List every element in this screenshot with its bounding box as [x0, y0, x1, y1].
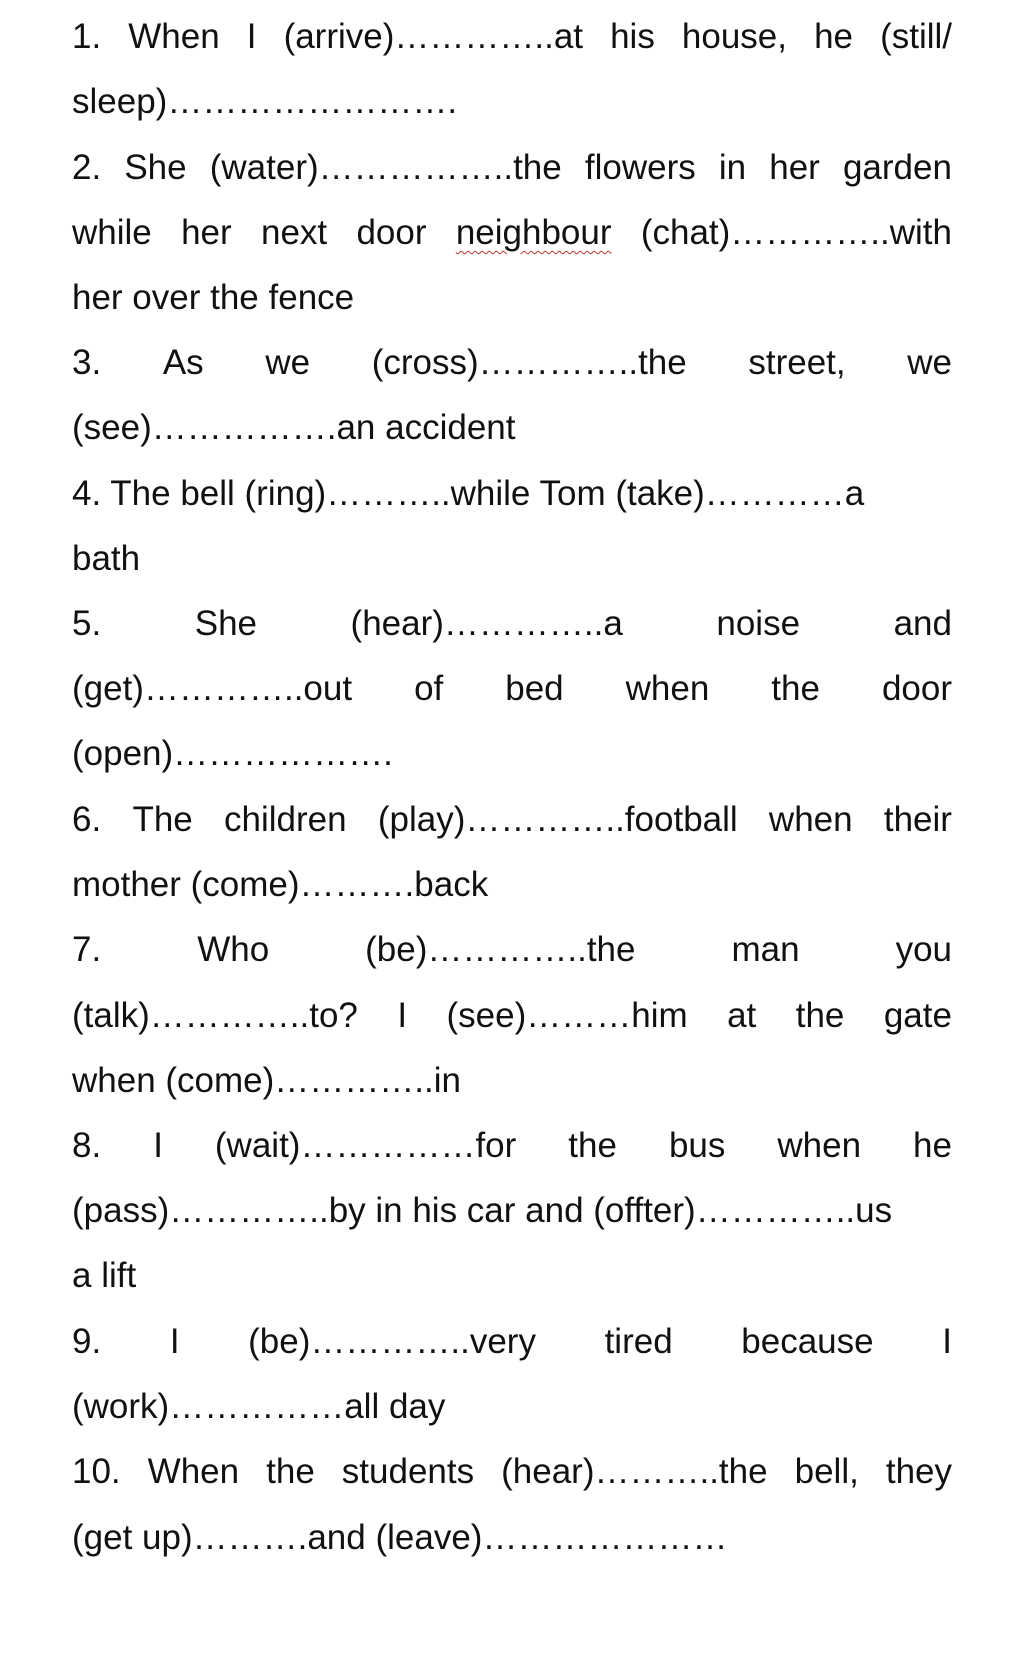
sentence-text: (talk)…………..to?	[72, 996, 358, 1035]
sentence-text: (be)…………..very	[248, 1322, 536, 1361]
sentence-text: (see)…………….an accident	[72, 408, 516, 447]
exercise-4-line-1	[72, 468, 952, 520]
sentence-text: She	[124, 148, 187, 187]
sentence-text: (see)………him	[446, 996, 688, 1035]
exercise-9-line-1	[72, 1316, 952, 1368]
sentence-text: (water)……………..the	[209, 148, 562, 187]
exercise-5-line-3	[72, 728, 952, 780]
exercise-7-line-3	[72, 1055, 952, 1107]
sentence-text: (play)…………..football	[377, 800, 738, 839]
sentence-text: 4. The bell (ring)………..while Tom (take)…………a	[72, 474, 865, 513]
exercise-2-line-2	[72, 207, 952, 259]
sentence-text: 5.	[72, 604, 102, 643]
sentence-text: When	[147, 1452, 240, 1491]
sentence-text: flowers	[584, 148, 696, 187]
sentence-text: noise	[716, 604, 801, 643]
sentence-text: when	[768, 800, 853, 839]
exercise-5-line-2	[72, 663, 952, 715]
sentence-text: you	[895, 930, 952, 969]
sentence-text: students	[341, 1452, 475, 1491]
sentence-text: we	[265, 343, 311, 382]
sentence-text: 9.	[72, 1322, 102, 1361]
sentence-text: of	[414, 669, 444, 708]
sentence-text: next	[260, 213, 328, 252]
exercise-7-line-1	[72, 924, 952, 976]
sentence-text: we	[907, 343, 952, 382]
sentence-text: mother (come)……….back	[72, 865, 489, 904]
sentence-text: When	[128, 17, 220, 56]
exercise-3-line-2	[72, 402, 952, 454]
sentence-text: the	[568, 1126, 617, 1165]
exercise-10-line-2	[72, 1512, 952, 1564]
sentence-text: (get up)……….and (leave)…………………	[72, 1518, 728, 1557]
exercise-8-line-3	[72, 1250, 952, 1302]
sentence-text: and	[893, 604, 952, 643]
sentence-text: he	[814, 17, 853, 56]
sentence-text: She	[194, 604, 258, 643]
sentence-text: (arrive)…………..at	[283, 17, 584, 56]
sentence-text: they	[885, 1452, 952, 1491]
sentence-text: he	[913, 1126, 952, 1165]
sentence-text: (work)……………all day	[72, 1387, 446, 1426]
exercise-8-line-2	[72, 1185, 952, 1237]
sentence-text: (hear)…………..a	[350, 604, 623, 643]
sentence-text: (wait)……………for	[214, 1126, 517, 1165]
exercise-5-line-1	[72, 598, 952, 650]
sentence-text: their	[883, 800, 952, 839]
sentence-text: (pass)…………..by in his car and (offter)…………..us	[72, 1191, 893, 1230]
exercise-6-line-1	[72, 794, 952, 846]
sentence-text: because	[741, 1322, 874, 1361]
sentence-text: Who	[197, 930, 270, 969]
sentence-text: when	[625, 669, 710, 708]
sentence-text: 7.	[72, 930, 102, 969]
sentence-text: 8.	[72, 1126, 102, 1165]
sentence-text: her	[769, 148, 820, 187]
sentence-text: 6.	[72, 800, 102, 839]
sentence-text: the	[266, 1452, 315, 1491]
sentence-text: I	[153, 1126, 163, 1165]
sentence-text: 1.	[72, 17, 102, 56]
exercise-6-line-2	[72, 859, 952, 911]
exercise-2-line-1	[72, 142, 952, 194]
sentence-text: (chat)…………..with	[640, 213, 952, 252]
sentence-text: The	[132, 800, 193, 839]
sentence-text: bell,	[794, 1452, 859, 1491]
sentence-text: gate	[883, 996, 952, 1035]
sentence-text: door	[356, 213, 427, 252]
sentence-text: the	[795, 996, 845, 1035]
exercise-2-line-3	[72, 272, 952, 324]
sentence-text: his	[610, 17, 655, 56]
sentence-text: (be)…………..the	[365, 930, 636, 969]
sentence-text: bed	[505, 669, 564, 708]
exercise-9-line-2	[72, 1381, 952, 1433]
sentence-text: man	[731, 930, 800, 969]
sentence-text: house,	[681, 17, 787, 56]
sentence-text: bath	[72, 539, 141, 578]
sentence-text: (hear)………..the	[501, 1452, 768, 1491]
sentence-text: (get)…………..out	[72, 669, 353, 708]
sentence-text: door	[881, 669, 952, 708]
exercise-8-line-1	[72, 1120, 952, 1172]
sentence-text: I	[397, 996, 408, 1035]
sentence-text: when (come)…………..in	[72, 1061, 461, 1100]
exercise-4-line-2	[72, 533, 952, 585]
exercise-10-line-1	[72, 1446, 952, 1498]
sentence-text: her	[181, 213, 232, 252]
sentence-text: I	[246, 17, 257, 56]
exercise-1-line-1	[72, 11, 952, 63]
sentence-text: sleep)…………………….	[72, 82, 458, 121]
sentence-text: children	[224, 800, 347, 839]
sentence-text: her over the fence	[72, 278, 355, 317]
sentence-text: street,	[748, 343, 846, 382]
sentence-text: tired	[604, 1322, 673, 1361]
sentence-text: 2.	[72, 148, 102, 187]
sentence-text: at	[727, 996, 757, 1035]
sentence-text: I	[169, 1322, 180, 1361]
exercise-3-line-1	[72, 337, 952, 389]
sentence-text: (open)……………….	[72, 734, 393, 773]
sentence-text: the	[771, 669, 820, 708]
spellcheck-word: neighbour	[455, 213, 612, 252]
sentence-text: when	[777, 1126, 862, 1165]
sentence-text: garden	[842, 148, 952, 187]
sentence-text: (cross)…………..the	[371, 343, 687, 382]
sentence-text: 10.	[72, 1452, 121, 1491]
sentence-text: while	[72, 213, 152, 252]
exercise-1-line-2	[72, 76, 952, 128]
sentence-text: a lift	[72, 1256, 137, 1295]
sentence-text: bus	[668, 1126, 726, 1165]
sentence-text: I	[942, 1322, 952, 1361]
exercise-7-line-2	[72, 990, 952, 1042]
sentence-text: (still/	[880, 17, 952, 56]
sentence-text: 3.	[72, 343, 102, 382]
sentence-text: As	[162, 343, 204, 382]
sentence-text: in	[718, 148, 747, 187]
